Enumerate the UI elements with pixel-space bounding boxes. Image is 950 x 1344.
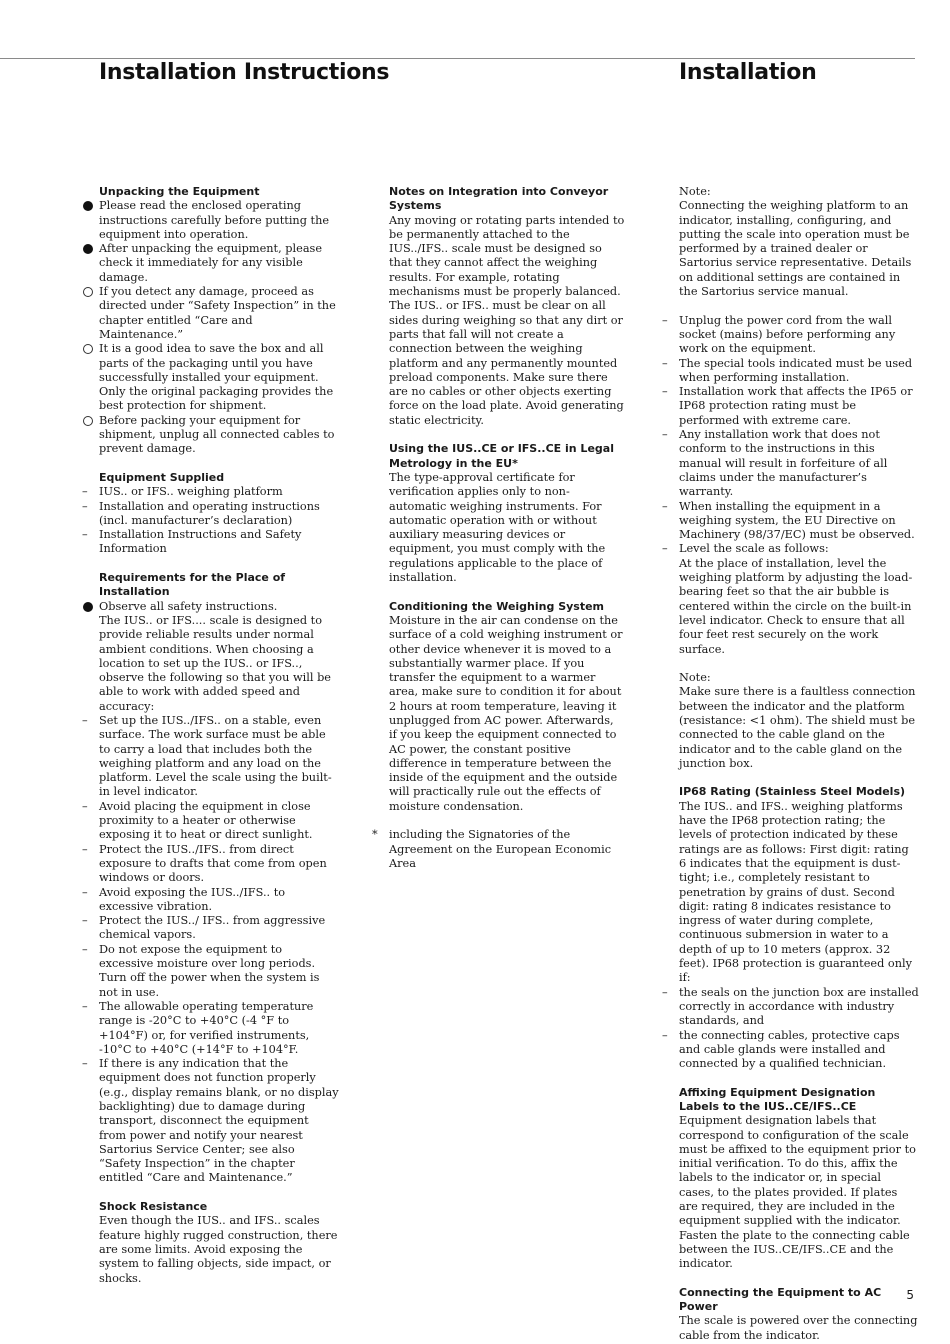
list-item: – Avoid placing the equipment in close proximity to a heater or otherwise exposing it to heat or direct sunlight. xyxy=(82,799,313,842)
shock-text: Even though the IUS.. and IFS.. scales feature highly rugged construction, there are some limits. Avoid exposing the system to falling objects, side impact, or shocks. xyxy=(99,1214,338,1285)
hollow-bullet-icon xyxy=(82,342,94,358)
filled-bullet-icon xyxy=(82,600,94,616)
legal-metrology-heading: Using the IUS..CE or IFS..CE in Legal Metrology in the EU* xyxy=(389,442,614,470)
list-item: Before packing your equipment for shipment, unplug all connected cables to prevent damage. xyxy=(99,414,339,457)
list-item: Observe all safety instructions. xyxy=(99,600,339,614)
footnote: * including the Signatories of the Agreement on the European Economic Area xyxy=(372,828,612,870)
conditioning-text: Moisture in the air can condense on the surface of a cold weighing instrument or other device whenever it is moved to a substantially warmer place. If you transfer the equipment to a warmer area, make sure to condition it for about 2 hours at room temperature, leaving it unplugged from AC power. Afterwards, if you keep the equipment connected to AC power, the constant positive difference in temperature between the inside of the equipment and the outside will practically rule out the effects of moisture condensation. xyxy=(389,613,623,813)
page-title-right: Installation xyxy=(679,60,817,85)
supplied-heading: Equipment Supplied xyxy=(99,470,225,484)
list-item: – Do not expose the equipment to excessive moisture over long periods. Turn off the power when the system is not in use. xyxy=(82,942,320,999)
note-label: Note: xyxy=(679,185,711,198)
list-item: – Unplug the power cord from the wall socket (mains) before performing any work on the equipment. xyxy=(662,313,896,356)
header-rule xyxy=(0,58,915,59)
filled-bullet-icon xyxy=(82,242,94,258)
shock-heading: Shock Resistance xyxy=(99,1200,208,1214)
page-title-left: Installation Instructions xyxy=(99,60,390,85)
ac-power-text: The scale is powered over the connecting cable from the indicator. xyxy=(679,1314,918,1342)
requirements-heading: Requirements for the Place of Installation xyxy=(99,571,286,599)
conditioning-heading: Conditioning the Weighing System xyxy=(389,599,605,613)
list-item: – The special tools indicated must be used when performing installation. xyxy=(662,356,913,384)
list-item: – Any installation work that does not conform to the instructions in this manual will result in forfeiture of all claims under the manufacturer’s warranty. xyxy=(662,428,888,499)
list-item: – Installation work that affects the IP65 or IP68 protection rating must be performed with extreme care. xyxy=(662,385,913,427)
list-item: Please read the enclosed operating instructions carefully before putting the equipment into operation. xyxy=(99,199,339,242)
list-item: – When installing the equipment in a weighing system, the EU Directive on Machinery (98/37/EC) must be observed. xyxy=(662,499,915,542)
column-left xyxy=(82,185,339,1286)
list-item: After unpacking the equipment, please check it immediately for any visible damage. xyxy=(99,242,339,285)
note-text: Connecting the weighing platform to an indicator, installing, configuring, and putting the scale into operation must be performed by a trained dealer or Sartorius service representative. Details on additional settings are contained in the Sartorius service manual. xyxy=(679,199,912,299)
ac-power-heading: Connecting the Equipment to AC Power xyxy=(679,1285,882,1314)
list-item: If you detect any damage, proceed as directed under “Safety Inspection” in the chapter entitled “Care and Maintenance.” xyxy=(99,285,339,342)
list-item: – the seals on the junction box are installed correctly in accordance with industry standards, and xyxy=(662,985,919,1028)
labels-heading: Affixing Equipment Designation Labels to the IUS..CE/IFS..CE xyxy=(679,1085,876,1113)
list-item: – Set up the IUS../IFS.. on a stable, even surface. The work surface must be able to carry a load that includes both the weighing platform and any load on the platform. Level the scale using the built-in level indicator. xyxy=(82,713,332,799)
page-number: 5 xyxy=(906,1288,914,1302)
note-text: Make sure there is a faultless connection between the indicator and the platform (resistance: <1 ohm). The shield must be connected to the cable gland on the indicator and to the cable gland on the junction box. xyxy=(679,685,916,770)
ip68-text: The IUS.. and IFS.. weighing platforms have the IP68 protection rating; the levels of protection indicated by these ratings are as follows: First digit: rating 6 indicates that the equipment is dust-tight; i.e., completely resistant to penetration by grains of dust. Second digit: rating 8 indicates resistance to ingress of water during complete, continuous submersion in water to a depth of up to 10 meters (approx. 32 feet). IP68 protection is guaranteed only if: xyxy=(679,799,912,985)
note-label: Note: xyxy=(679,671,711,685)
list-item: – If there is any indication that the equipment does not function properly (e.g., display remains blank, or no display backlighting) due to damage during transport, disconnect the equipment from power and notify your nearest Sartorius Service Center; see also “Safety Inspection” in the chapter entitled “Care and Maintenance.” xyxy=(82,1057,339,1185)
legal-metrology-text: The type-approval certificate for verification applies only to non-automatic weighing instruments. For automatic operation with or without auxiliary measuring devices or equipment, you must comply with the regulations applicable to the place of installation. xyxy=(389,470,606,585)
labels-text: Equipment designation labels that correspond to configuration of the scale must be affixed to the equipment prior to initial verification. To do this, affix the labels to the indicator or, in special cases, to the plates provided. If plates are required, they are included in the equipment supplied with the indicator. Fasten the plate to the connecting cable between the IUS..CE/IFS..CE and the indicator. xyxy=(679,1114,916,1271)
conveyor-text: Any moving or rotating parts intended to be permanently attached to the IUS../IFS.. scale must be designed so that they cannot affect the weighing results. For example, rotating mechanisms must be properly balanced. The IUS.. or IFS.. must be clear on all sides during weighing so that any dirt or parts that fall will not create a connection between the weighing platform and any permanently mounted preload components. Make sure there are no cables or other objects exerting force on the load plate. Avoid generating static electricity. xyxy=(389,213,625,427)
list-item: It is a good idea to save the box and all parts of the packaging until you have successfully installed your equipment. Only the original packaging provides the best protection for shipment. xyxy=(99,342,339,413)
list-item: – Installation and operating instructions (incl. manufacturer’s declaration) xyxy=(82,499,320,527)
unpacking-heading: Unpacking the Equipment xyxy=(99,185,260,198)
hollow-bullet-icon xyxy=(82,414,94,430)
column-middle xyxy=(372,185,625,871)
list-item: – Level the scale as follows: At the place of installation, level the weighing platform by adjusting the load-bearing feet so that the air bubble is centered within the circle on the built-in level indicator. Check to ensure that all four feet rest securely on the work surface. xyxy=(662,542,913,656)
list-item: – The allowable operating temperature range is -20°C to +40°C (-4 °F to +104°F) or, for verified instruments, -10°C to +40°C (+14°F to +104°F. xyxy=(82,999,314,1056)
list-item: – Protect the IUS../ IFS.. from aggressive chemical vapors. xyxy=(82,914,326,942)
list-item: – IUS.. or IFS.. weighing platform xyxy=(82,485,283,499)
filled-bullet-icon xyxy=(82,199,94,215)
requirements-text: The IUS.. or IFS.... scale is designed to provide reliable results under normal ambient conditions. When choosing a location to set up the IUS.. or IFS.., observe the following so that you will be able to work with added speed and accuracy: xyxy=(99,613,331,713)
list-item: – Avoid exposing the IUS../IFS.. to excessive vibration. xyxy=(82,885,286,913)
conveyor-heading: Notes on Integration into Conveyor Systems xyxy=(389,185,609,213)
column-right xyxy=(662,185,919,1343)
list-item: – the connecting cables, protective caps and cable glands were installed and connected by a qualified technician. xyxy=(662,1028,900,1071)
hollow-bullet-icon xyxy=(82,285,94,301)
list-item: – Installation Instructions and Safety Information xyxy=(82,528,302,556)
list-item: – Protect the IUS../IFS.. from direct exposure to drafts that come from open windows or doors. xyxy=(82,842,327,885)
ip68-heading: IP68 Rating (Stainless Steel Models) xyxy=(679,785,906,799)
